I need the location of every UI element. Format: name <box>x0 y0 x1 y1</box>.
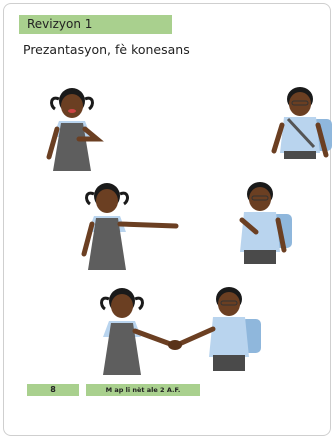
girl-figure <box>84 183 176 270</box>
handshake-icon <box>168 340 182 350</box>
scene-pointing <box>80 180 300 275</box>
boy-figure <box>274 87 332 159</box>
page-subtitle: Prezantasyon, fè konesans <box>23 42 190 57</box>
boy-figure <box>177 287 261 371</box>
scene-handshake <box>95 285 275 377</box>
girl-figure <box>102 288 173 375</box>
boy-figure <box>240 182 292 264</box>
girl-figure <box>49 88 97 171</box>
scene-introduction <box>45 85 335 175</box>
page-number: 8 <box>27 384 79 396</box>
book-title: M ap li nèt ale 2 A.F. <box>86 384 200 396</box>
page-title: Revizyon 1 <box>27 17 93 31</box>
